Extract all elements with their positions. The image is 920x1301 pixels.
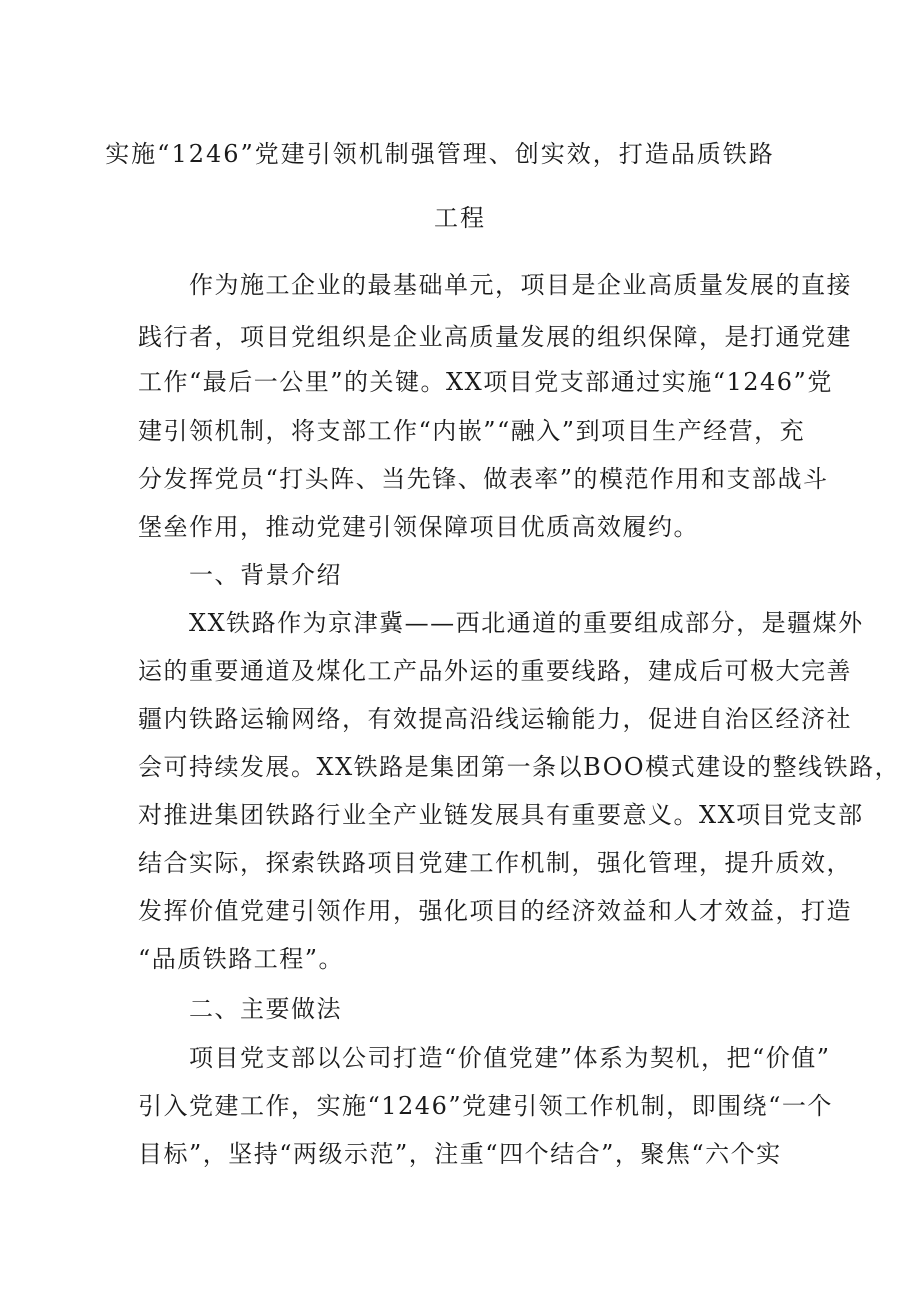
body-text-line: 结合实际，探索铁路项目党建工作机制，强化管理，提升质效， (138, 849, 852, 877)
section-heading: 二、主要做法 (138, 995, 342, 1023)
body-text-line: 项目党支部以公司打造“价值党建”体系为契机，把“价值” (138, 1044, 831, 1072)
body-text-line: 发挥价值党建引领作用，强化项目的经济效益和人才效益，打造 (138, 897, 852, 925)
document-title-line-2: 工程 (434, 204, 486, 232)
body-text-line: 工作“最后一公里”的关键。XX项目党支部通过实施“1246”党 (138, 368, 833, 396)
body-text-line: 分发挥党员“打头阵、当先锋、做表率”的模范作用和支部战斗 (138, 465, 829, 493)
body-text-line: 引入党建工作，实施“1246”党建引领工作机制，即围绕“一个 (138, 1092, 833, 1120)
body-text-line: 会可持续发展。XX铁路是集团第一条以BOO模式建设的整线铁路， (138, 753, 901, 781)
body-text-line: XX铁路作为京津冀——西北通道的重要组成部分，是疆煤外 (138, 609, 864, 637)
body-text-line: 运的重要通道及煤化工产品外运的重要线路，建成后可极大完善 (138, 657, 852, 685)
body-text-line: 对推进集团铁路行业全产业链发展具有重要意义。XX项目党支部 (138, 801, 864, 829)
body-text-line: 践行者，项目党组织是企业高质量发展的组织保障，是打通党建 (138, 323, 852, 351)
body-text-line: 疆内铁路运输网络，有效提高沿线运输能力，促进自治区经济社 (138, 705, 852, 733)
body-text-line: “品质铁路工程”。 (138, 945, 345, 973)
section-heading: 一、背景介绍 (138, 561, 342, 589)
body-text-line: 建引领机制，将支部工作“内嵌”“融入”到项目生产经营，充 (138, 417, 806, 445)
body-text-line: 作为施工企业的最基础单元，项目是企业高质量发展的直接 (138, 271, 852, 299)
body-text-line: 目标”，坚持“两级示范”，注重“四个结合”，聚焦“六个实 (138, 1140, 782, 1168)
document-title-line-1: 实施“1246”党建引领机制强管理、创实效，打造品质铁路 (105, 140, 775, 168)
body-text-line: 堡垒作用，推动党建引领保障项目优质高效履约。 (138, 513, 699, 541)
